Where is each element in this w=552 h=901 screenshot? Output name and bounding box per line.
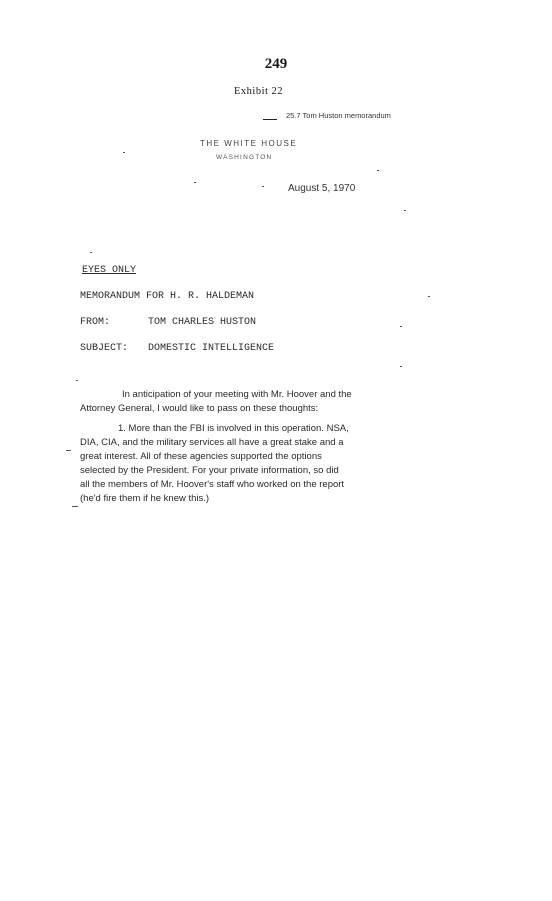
scan-speck — [194, 182, 196, 183]
subject-label: SUBJECT: — [80, 343, 129, 354]
body-paragraph-2-line-1: 1. More than the FBI is involved in this operation. NSA, — [118, 423, 349, 434]
scan-speck — [72, 506, 78, 507]
body-paragraph-2-line-2: DIA, CIA, and the military services all have a great stake and a — [80, 437, 344, 448]
memo-recipient: MEMORANDUM FOR H. R. HALDEMAN — [80, 291, 255, 302]
memo-date: August 5, 1970 — [288, 183, 356, 194]
attachment-label: 25.7 Tom Huston memorandum — [286, 111, 391, 120]
scan-speck — [123, 152, 125, 153]
scan-speck — [76, 380, 78, 381]
from-value: TOM CHARLES HUSTON — [148, 317, 257, 328]
letterhead-subtitle: WASHINGTON — [216, 154, 273, 161]
from-label: FROM: — [80, 317, 111, 328]
body-paragraph-2-line-5: all the members of Mr. Hoover's staff who worked on the report — [80, 479, 345, 490]
attachment-dash — [263, 119, 277, 120]
body-paragraph-2-line-6: (he'd fire them if he knew this.) — [80, 493, 210, 504]
scan-speck — [400, 366, 402, 367]
body-paragraph-1-line-2: Attorney General, I would like to pass on these thoughts: — [80, 403, 319, 414]
scan-speck — [262, 186, 264, 187]
letterhead-title: THE WHITE HOUSE — [200, 139, 298, 148]
scan-speck — [377, 170, 379, 171]
scan-speck — [404, 210, 406, 211]
classification-label: EYES ONLY — [82, 265, 137, 276]
body-paragraph-2-line-4: selected by the President. For your private information, so did — [80, 465, 339, 476]
subject-value: DOMESTIC INTELLIGENCE — [148, 343, 275, 354]
scan-speck — [400, 326, 402, 327]
scan-speck — [90, 252, 92, 253]
body-paragraph-1-line-1: In anticipation of your meeting with Mr. Hoover and the — [122, 389, 352, 400]
body-paragraph-2-line-3: great interest. All of these agencies supported the options — [80, 451, 322, 462]
scan-speck — [66, 450, 71, 451]
page-number: 249 — [264, 56, 288, 72]
scan-speck — [428, 296, 430, 297]
exhibit-heading: Exhibit 22 — [234, 86, 284, 97]
